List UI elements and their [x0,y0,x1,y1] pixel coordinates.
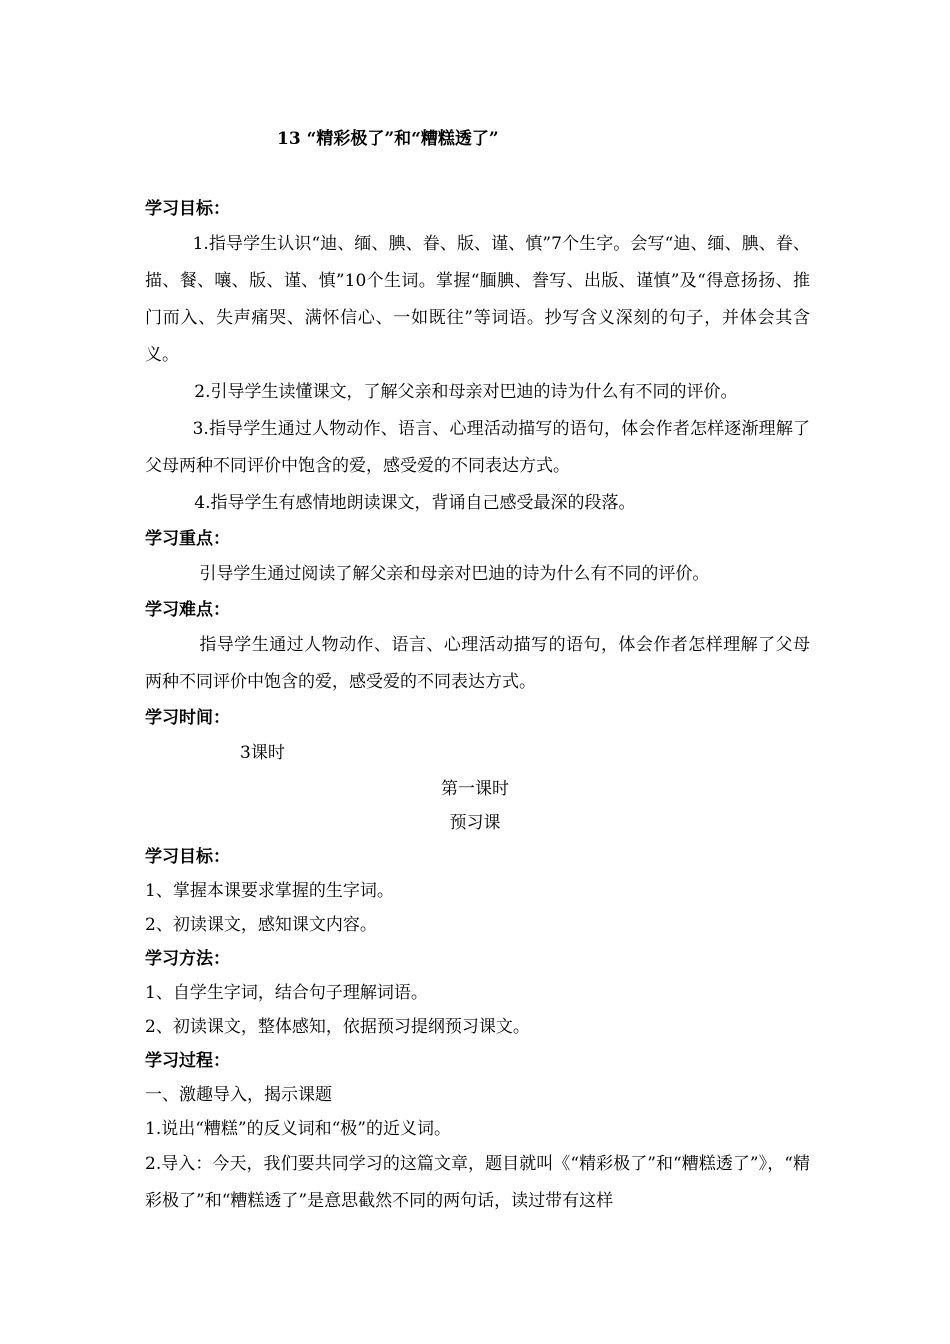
lesson-title: 第一课时 [441,779,509,799]
process-item: 2.导入：今天，我们要共同学习的这篇文章，题目就叫《“精彩极了”和“糟糕透了”》，“精彩极了”和“糟糕透了”是意思截然不同的两句话，读过带有这样 [145,1154,810,1211]
goal-item: 4.指导学生有感情地朗读课文，背诵自己感受最深的段落。 [194,493,636,513]
key-text: 引导学生通过阅读了解父亲和母亲对巴迪的诗为什么有不同的评价。 [199,564,710,584]
goal-item: 3.指导学生通过人物动作、语言、心理活动描写的语句，体会作者怎样逐渐理解了父母两种不同评价中饱含的爱，感受爱的不同表达方式。 [145,419,810,476]
time-text: 3课时 [240,743,285,763]
method-item: 2、初读课文，整体感知，依据预习提纲预习课文。 [145,1017,530,1037]
methods-heading: 学习方法： [145,949,230,969]
document-body [145,192,810,1220]
goal-item: 2.引导学生读懂课文，了解父亲和母亲对巴迪的诗为什么有不同的评价。 [194,382,738,402]
lesson-goals-heading: 学习目标： [145,847,230,867]
difficulty-heading: 学习难点： [145,600,230,620]
key-heading: 学习重点： [145,529,230,549]
difficulty-text: 指导学生通过人物动作、语言、心理活动描写的语句，体会作者怎样理解了父母两种不同评价中饱含的爱，感受爱的不同表达方式。 [145,635,810,692]
goal-item: 1.指导学生认识“迪、缅、腆、眷、版、谨、慎”7个生字。会写“迪、缅、腆、眷、描、餐、嚷、版、谨、慎”10个生词。掌握“腼腆、誊写、出版、谨慎”及“得意扬扬、推门而入、失声痛哭、满怀信心、一如既往”等词语。抄写含义深刻的句子，并体会其含义。 [145,234,810,365]
lesson-subtitle: 预习课 [449,813,501,833]
lesson-goal-item: 1、掌握本课要求掌握的生字词。 [145,881,394,901]
document-title: 13 “精彩极了”和“糟糕透了” [277,129,499,149]
time-heading: 学习时间： [145,708,230,728]
method-item: 1、自学生字词，结合句子理解词语。 [145,983,428,1003]
lesson-goal-item: 2、初读课文，感知课文内容。 [145,915,377,935]
process-item: 一、激趣导入，揭示课题 [145,1085,332,1105]
process-item: 1.说出“糟糕”的反义词和“极”的近义词。 [145,1119,451,1139]
goals-heading: 学习目标： [145,199,230,219]
process-heading: 学习过程： [145,1051,230,1071]
